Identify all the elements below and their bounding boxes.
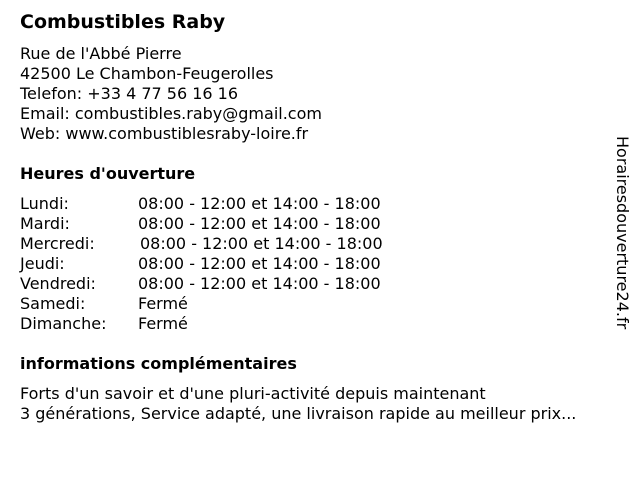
phone-line: Telefon: +33 4 77 56 16 16: [20, 84, 239, 103]
hours-day: Samedi:: [20, 294, 86, 313]
info-description: [20, 384, 576, 424]
info-line-2: 3 générations, Service adapté, une livraison rapide au meilleur prix...: [20, 404, 577, 423]
hours-time: Fermé: [138, 314, 188, 333]
hours-time: Fermé: [138, 294, 188, 313]
hours-day: Vendredi:: [20, 274, 96, 293]
address-block: [20, 44, 322, 144]
hours-time: 08:00 - 12:00 et 14:00 - 18:00: [138, 254, 381, 273]
city-address: 42500 Le Chambon-Feugerolles: [20, 64, 274, 83]
info-line-1: Forts d'un savoir et d'une pluri-activité depuis maintenant: [20, 384, 486, 403]
hours-time: 08:00 - 12:00 et 14:00 - 18:00: [138, 194, 381, 213]
hours-time: 08:00 - 12:00 et 14:00 - 18:00: [138, 274, 381, 293]
email-line: Email: combustibles.raby@gmail.com: [20, 104, 322, 123]
info-heading: informations complémentaires: [20, 354, 297, 373]
hours-day: Dimanche:: [20, 314, 107, 333]
hours-day: Jeudi:: [20, 254, 65, 273]
hours-day: Mardi:: [20, 214, 70, 233]
site-watermark: Horairesdouverture24.fr: [613, 136, 632, 330]
hours-time: 08:00 - 12:00 et 14:00 - 18:00: [140, 234, 383, 253]
hours-day: Mercredi:: [20, 234, 95, 253]
street-address: Rue de l'Abbé Pierre: [20, 44, 182, 63]
web-line: Web: www.combustiblesraby-loire.fr: [20, 124, 309, 143]
hours-time: 08:00 - 12:00 et 14:00 - 18:00: [138, 214, 381, 233]
hours-day: Lundi:: [20, 194, 69, 213]
hours-heading: Heures d'ouverture: [20, 164, 196, 183]
business-name: Combustibles Raby: [20, 11, 226, 33]
